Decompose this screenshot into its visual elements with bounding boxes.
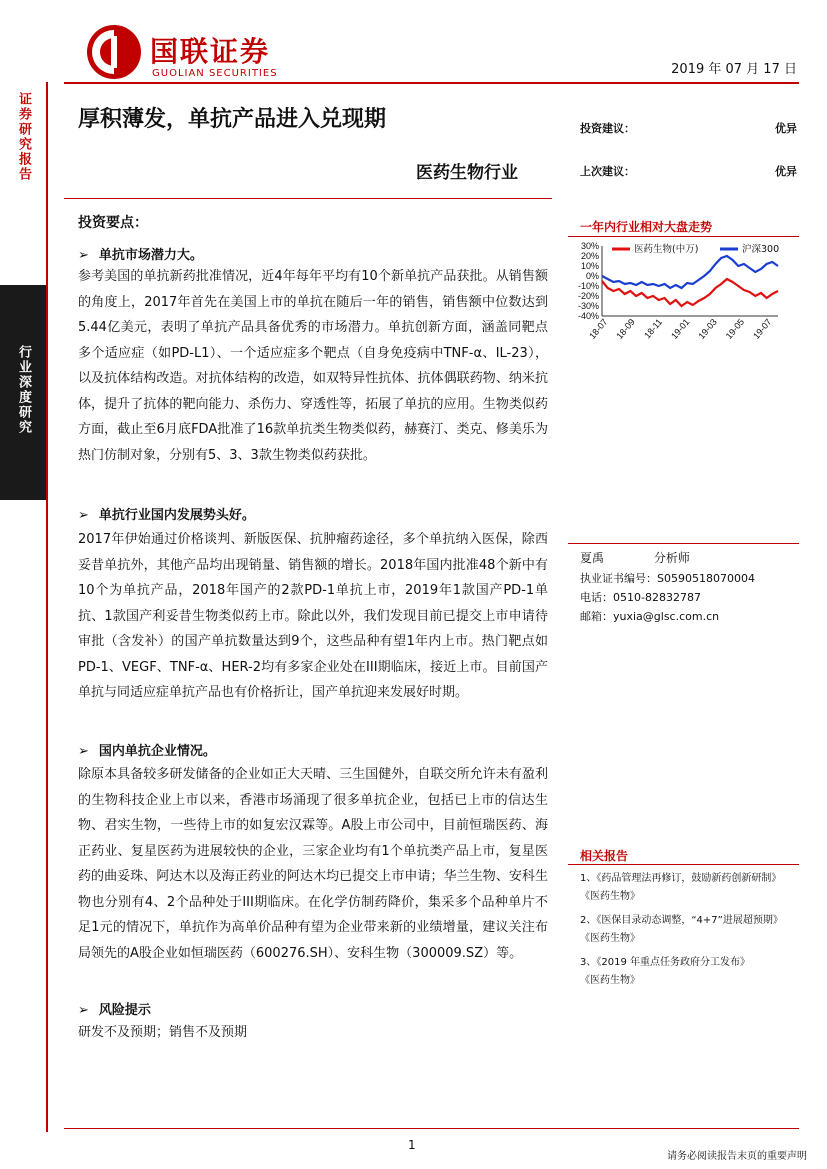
performance-chart: [568, 240, 799, 360]
related-report-source: 《医药生物》: [580, 975, 640, 986]
analyst-email-label: 邮箱：: [580, 610, 613, 623]
analyst-name-row: [580, 549, 690, 566]
related-report-source: 《医药生物》: [580, 891, 640, 902]
chart-y-tick-label: -30%: [577, 301, 599, 311]
bullet-heading: [78, 999, 151, 1018]
logo-text-en: GUOLIAN SECURITIES: [152, 68, 278, 79]
chart-legend-label: 医药生物(中万): [634, 244, 699, 255]
industry-name: 医药生物行业: [416, 163, 518, 183]
analyst-email[interactable]: yuxia@glsc.com.cn: [613, 610, 720, 623]
chart-x-tick-label: 19-07: [751, 316, 774, 341]
bullet-heading-text: 国内单抗企业情况。: [98, 744, 216, 759]
chart-title: 一年内行业相对大盘走势: [580, 220, 713, 234]
analyst-phone-label: 电话：: [580, 591, 613, 604]
chart-x-tick-label: 18-09: [614, 316, 637, 341]
chart-y-tick-label: 30%: [580, 241, 599, 251]
sidebar-bottom-label: 行业深度研究: [16, 345, 31, 435]
header-rule: [64, 82, 799, 84]
related-title: 相关报告: [580, 849, 629, 863]
chart-y-tick-label: -40%: [577, 311, 599, 321]
footer-rule: [64, 1128, 799, 1129]
chart-x-tick-label: 18-07: [587, 316, 610, 341]
chart-y-tick-label: 0%: [585, 271, 599, 281]
bullet-heading-text: 风险提示: [98, 1003, 151, 1018]
rating-previous-label: 上次建议：: [580, 165, 635, 178]
analyst-name: 夏禹: [580, 551, 605, 565]
chart-y-tick-label: -20%: [577, 291, 599, 301]
related-report-title: 2、《医保目录动态调整，“4+7”进展超预期》: [580, 915, 783, 926]
sidebar-top-label: 证券研究报告: [16, 92, 31, 182]
sidebar-report-type: [0, 92, 46, 182]
bullet-heading: [78, 244, 203, 263]
footer-disclaimer: 请务必阅读报告末页的重要声明: [667, 1151, 807, 1162]
analyst-cert: S0590518070004: [657, 572, 755, 585]
bullet-body: 参考美国的单抗新药批准情况，近4年每年平均有10个新单抗产品获批。从销售额的角度上，2017年首先在美国上市的单抗在随后一年的销售，销售额中位数达到5.44亿美元，表明了单抗产品具备优秀的市场潜力。单抗创新方面，涵盖同靶点多个适应症（如PD-L1）、一个适应症多个靶点（自身免疫病中TNF-α、IL-23），以及抗体结构改造。对抗体结构的改造，如双特异性抗体、抗体偶联药物、纳米抗体，提升了抗体的靶向能力、杀伤力、穿透性等，拓展了单抗的应用。生物类似药方面，截止至6月底FDA批准了16款单抗类生物类似药，赫赛汀、类克、修美乐为热门仿制对象，分别有5、3、3款生物类似药获批。: [78, 269, 548, 463]
chart-title-rule: [568, 236, 799, 237]
logo-text-cn: 国联证券: [150, 35, 271, 68]
analyst-phone: 0510-82832787: [613, 591, 701, 604]
analyst-phone-row: [580, 589, 701, 605]
related-report-source: 《医药生物》: [580, 933, 640, 944]
bullet-arrow-icon: ➢: [78, 248, 89, 263]
section-title: 投资要点：: [78, 215, 148, 231]
bullet-heading-text: 单抗行业国内发展势头好。: [98, 508, 255, 523]
analyst-role: 分析师: [653, 551, 690, 565]
chart-y-tick-label: -10%: [577, 281, 599, 291]
bullet-body: 研发不及预期；销售不及预期: [78, 1025, 248, 1040]
bullet-body: 除原本具备较多研发储备的企业如正大天晴、三生国健外，自联交所允许未有盈利的生物科技企业上市以来，香港市场涌现了很多单抗企业，包括已上市的信达生物、君实生物，一些待上市的如复宏汉霖等。A股上市公司中，目前恒瑞医药、海正药业、复星医药为进展较快的企业，三家企业均有1个单抗类产品上市，复星医药的曲妥珠、阿达木以及海正药业的阿达木均已提交上市申请；华兰生物、安科生物也分别有4、2个品种处于III期临床。在化学仿制药降价，集采多个品种单片不足1元的情况下，单抗作为高单价品种有望为企业带来新的业绩增量，建议关注布局领先的A股企业如恒瑞医药（600276.SH）、安科生物（300009.SZ）等。: [78, 767, 548, 961]
report-date: 2019 年 07 月 17 日: [671, 62, 797, 77]
related-report-item[interactable]: [580, 872, 800, 904]
rating-current-label: 投资建议：: [580, 122, 635, 135]
chart-x-tick-label: 19-05: [723, 316, 747, 341]
related-report-title: 1、《药品管理法再修订，鼓励新药创新研制》: [580, 873, 782, 884]
chart-legend-label: 沪深300: [742, 244, 780, 255]
bullet-body: 2017年伊始通过价格谈判、新版医保、抗肿瘤药途径，多个单抗纳入医保，除西妥昔单抗外，其他产品均出现销量、销售额的增长。2018年国内批准48个新中有10个为单抗产品，2018年国产的2款PD-1单抗上市，2019年1款国产PD-1单抗、1款国产利妥昔生物类似药上市。除此以外，我们发现目前已提交上市申请待审批（含发补）的国产单抗数量达到9个，这些品种有望1年内上市。热门靶点如PD-1、VEGF、TNF-α、HER-2均有多家企业处在III期临床，接近上市。目前国产单抗与同适应症单抗产品也有价格折让，国产单抗迎来发展好时期。: [78, 532, 548, 700]
rating-current-value: 优异: [775, 122, 797, 135]
chart-x-tick-label: 19-01: [669, 316, 692, 341]
related-rule: [568, 864, 799, 865]
page-number: 1: [408, 1138, 416, 1152]
bullet-arrow-icon: ➢: [78, 1003, 89, 1018]
sidebar-report-category: [0, 345, 46, 435]
related-report-item[interactable]: [580, 956, 800, 988]
bullet-arrow-icon: ➢: [78, 508, 89, 523]
analyst-rule: [568, 543, 799, 544]
analyst-cert-row: [580, 570, 755, 586]
sidebar-divider: [46, 82, 48, 1132]
chart-x-tick-label: 19-03: [696, 316, 719, 341]
analyst-cert-label: 执业证书编号：: [580, 572, 657, 585]
bullet-arrow-icon: ➢: [78, 744, 89, 759]
related-report-title: 3、《2019 年重点任务政府分工发布》: [580, 957, 750, 968]
title-rule: [64, 198, 552, 199]
bullet-heading: [78, 504, 255, 523]
related-report-item[interactable]: [580, 914, 800, 946]
logo-icon: [84, 22, 144, 82]
bullet-heading-text: 单抗市场潜力大。: [98, 248, 203, 263]
chart-y-tick-label: 10%: [580, 261, 599, 271]
chart-series-line: [602, 256, 778, 288]
bullet-heading: [78, 740, 216, 759]
rating-previous-value: 优异: [775, 165, 797, 178]
analyst-email-row: [580, 608, 719, 624]
report-title: 厚积薄发，单抗产品进入兑现期: [78, 107, 387, 132]
chart-y-tick-label: 20%: [580, 251, 599, 261]
chart-x-tick-label: 18-11: [642, 316, 665, 341]
